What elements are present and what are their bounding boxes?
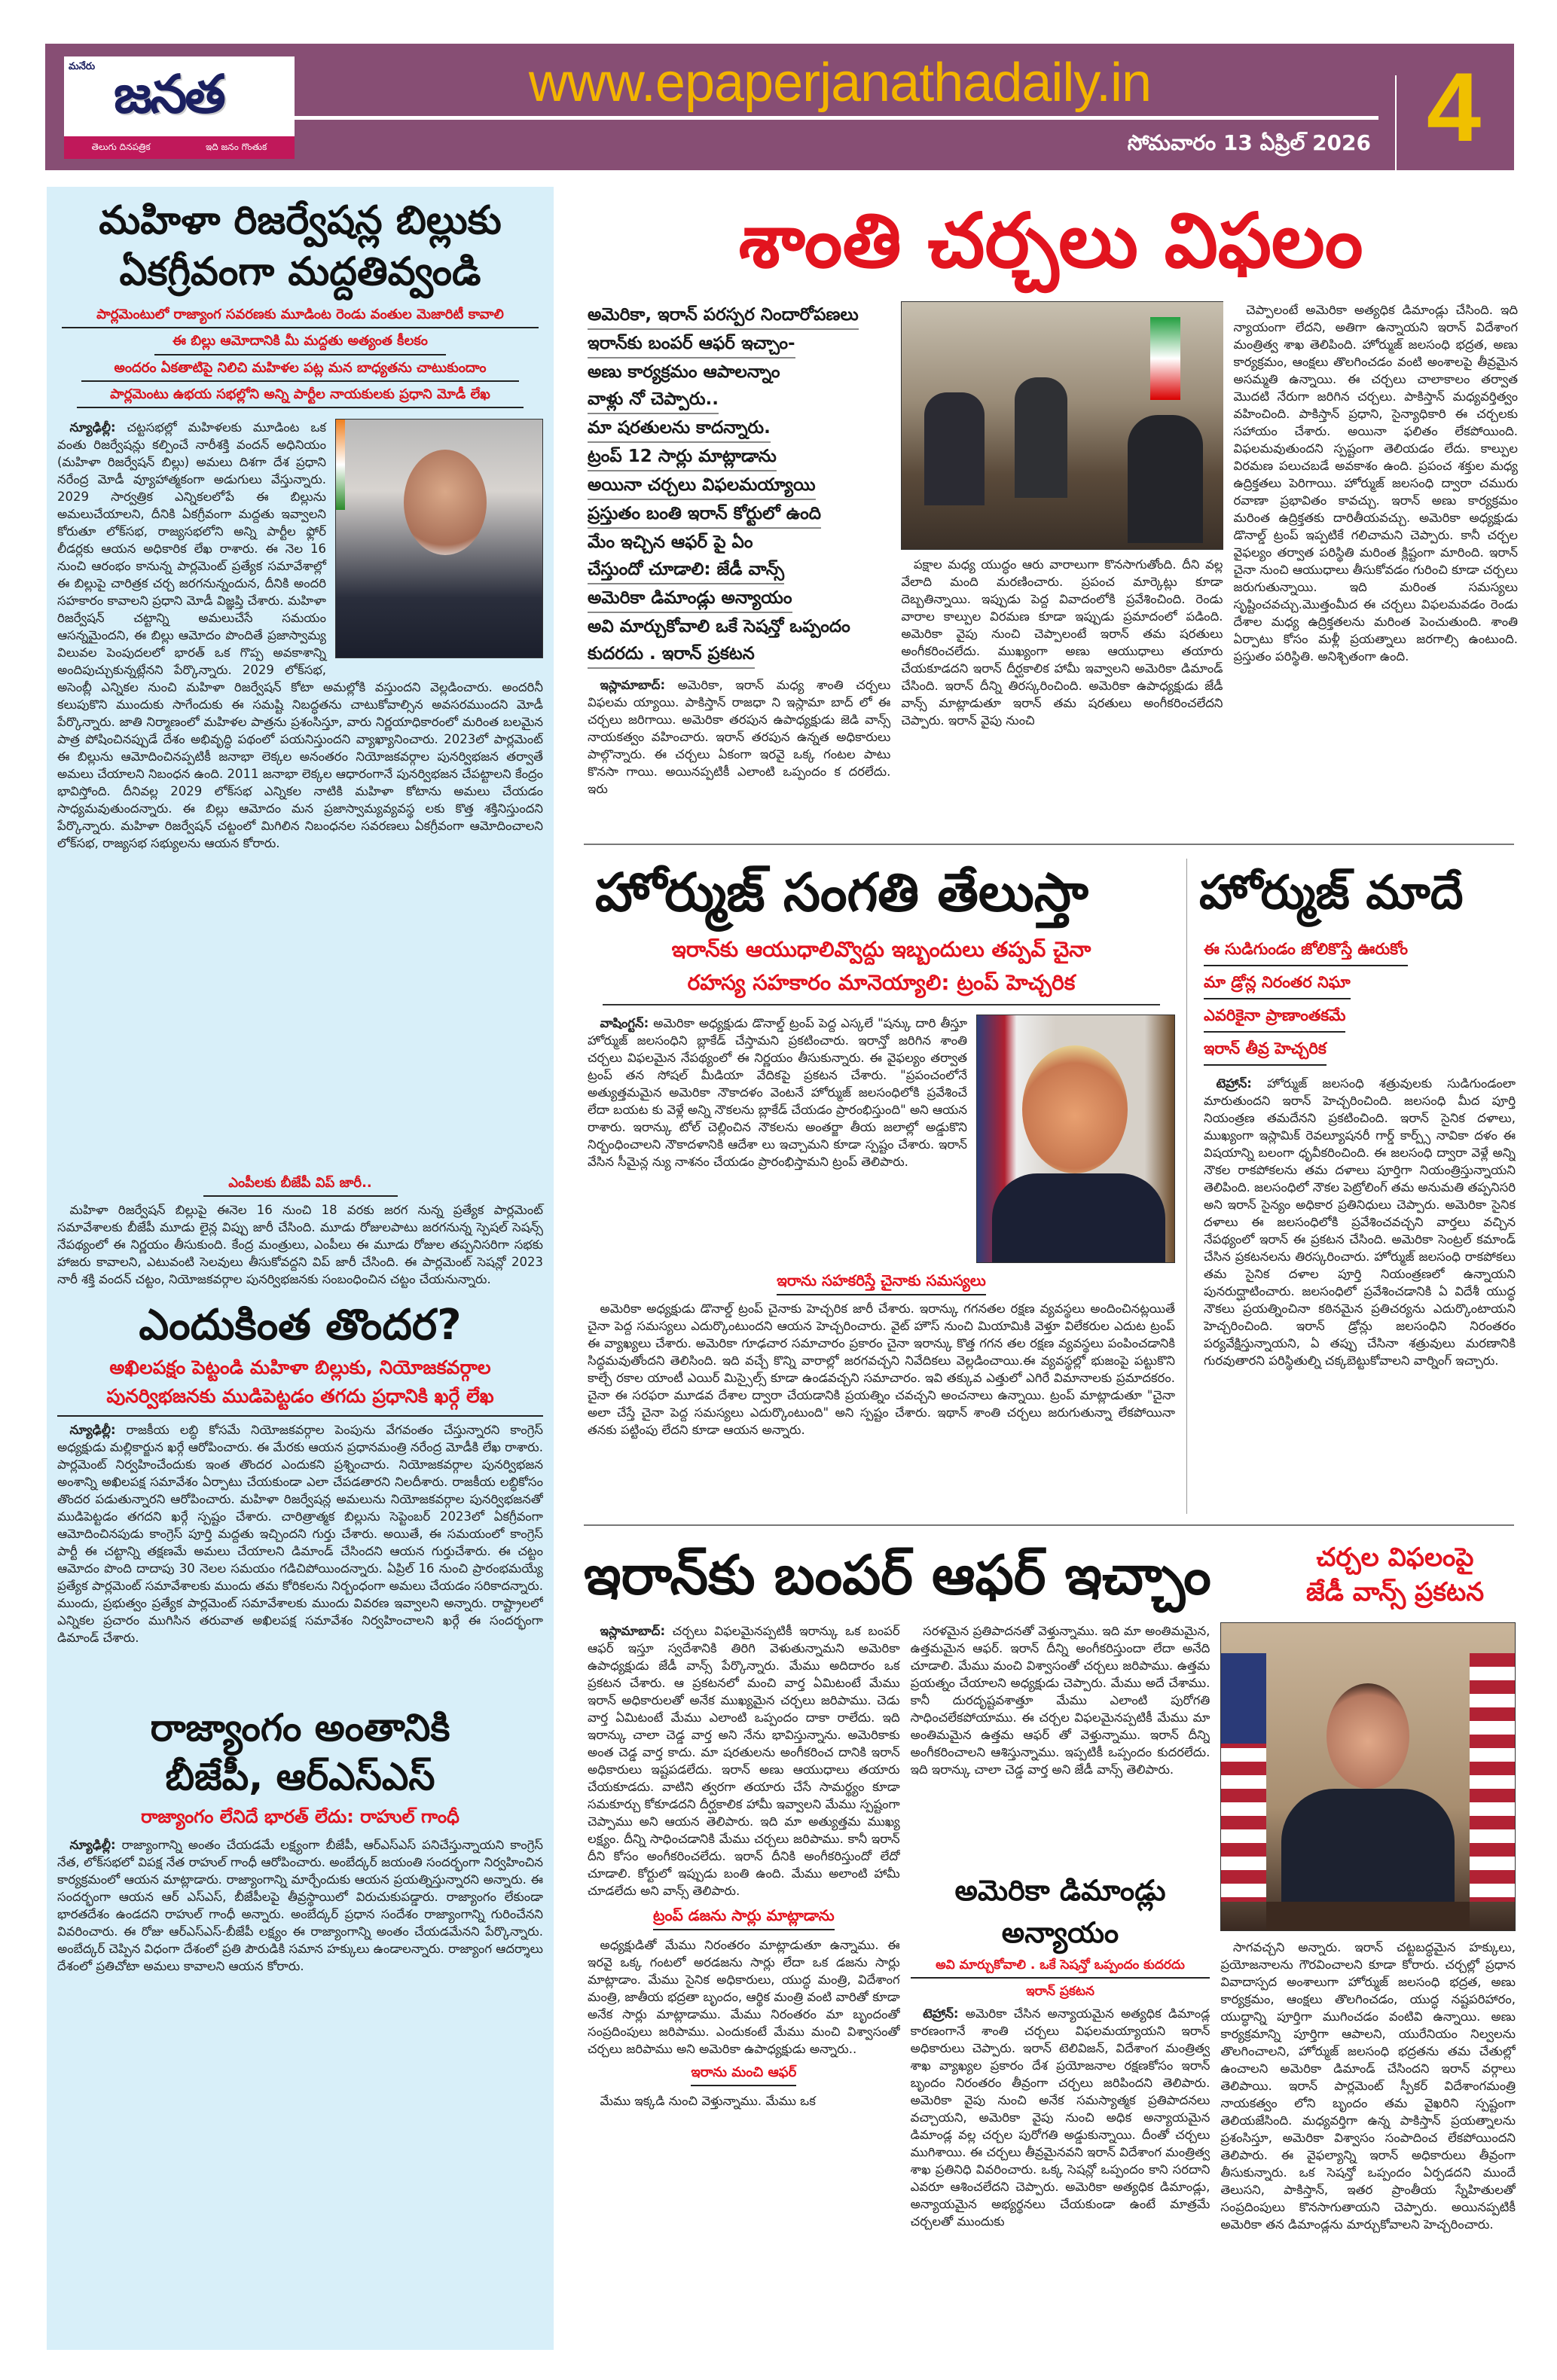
headline-line: బీజేపీ, ఆర్ఎస్ఎస్ [165, 1754, 435, 1799]
masthead [45, 44, 1514, 170]
us-demands-subhead2: ఇరాన్ ప్రకటన [1026, 1983, 1094, 1999]
lead-highlights [588, 301, 890, 669]
left-column-women-reservation [47, 187, 554, 2350]
story1-body-wrap [57, 419, 543, 1164]
dateline: వాషింగ్టన్: [600, 1016, 649, 1030]
lead-body-col3 [1234, 301, 1519, 838]
lead-body-col2 [901, 556, 1223, 838]
kicker-line: మా డ్రోన్ల నిరంతర నిఘా [1204, 966, 1351, 999]
kicker-line: ఇరాన్ తీవ్ర హెచ్చరిక [1204, 1033, 1327, 1066]
hormuz-body [588, 1015, 967, 1263]
lead-headline[interactable]: శాంతి చర్చలు విఫలం [738, 197, 1363, 285]
subhead-line: రహస్య సహకారం మానెయ్యాలి: ట్రంప్ హెచ్చరిక [687, 970, 1076, 995]
highlight-line: మా షరతులను కాదన్నారు. [588, 414, 771, 443]
portrait-face [404, 450, 487, 555]
highlight-line: ప్రస్తుతం బంతి ఇరాన్ కోర్టులో ఉంది [588, 500, 821, 529]
delegate-figure [1015, 377, 1067, 498]
delegate-figure [924, 392, 985, 505]
us-demands-subhead: అవి మార్చుకోవాలి . ఒకే సెషన్తో ఒప్పందం కుదరదు [911, 1957, 1210, 1979]
hormuz-body2 [588, 1300, 1175, 1518]
section-divider [584, 1524, 1514, 1526]
trump-photo [976, 1015, 1175, 1263]
bumper-body-col1 [588, 1622, 900, 2350]
portrait-face [1022, 1045, 1128, 1173]
story1-subhead: అందరం ఏకతాటిపై నిలిచి మహిళల పట్ల మన బాధ్యతను చాటుకుందాం [81, 355, 519, 382]
body-text: అమెరికా అధ్యక్షుడు డొనాల్డ్ ట్రంప్ చైనాకు హెచ్చరిక జారీ చేశారు. ఇరాన్కు గగనతల రక్షణ వ్యవస్థలు అందించినట్లయితే చైనా పెద్ద సమస్యలు ఎదుర్కొంటుందని ఆయన హెచ్చరించారు. వైట్ హౌస్ నుంచి మియామికి వెళ్తూ విలేకరుల ఎదుట ట్రంప్ ఈ వ్యాఖ్యలు చేశారు. అమెరికా గూఢచార సమాచారం ప్రకారం చైనా ఇరాన్కు కొత్త గగన తల రక్షణ వ్యవస్థలు పంపించడానికి సిద్ధమవుతోందని తెలిసింది. ఇది వచ్చే కొన్ని వారాల్లో జరగవచ్చని నివేదికలు వెల్లడించాయి.ఈ వ్యవస్థల్లో భుజంపై పట్టుకొని కాల్చే రకాల యాంటీ ఎయిర్ మిస్సైల్స్ కూడా ఉండవచ్చని సమాచారం. ఇవి తక్కువ ఎత్తులో ఎగిరే విమానాలకు ప్రమాదకరం. చైనా ఈ సరఫరా మూడవ దేశాల ద్వారా చేయడానికి ప్రయత్నిం చవచ్చని అంచనాలు ఉన్నాయి. ట్రంప్ మాట్లాడుతూ "చైనా అలా చేస్తే చైనా పెద్ద సమస్యలు ఎదుర్కొంటుంది" అని స్పష్టం చేశారు. ఇథాన్ శాంతి చర్చలు జరుగుతున్నా లేకపోయినా తనకు పట్టింపు లేదని కూడా ఆయన అన్నారు. [588, 1301, 1175, 1437]
headline-line: మహిళా రిజర్వేషన్ల బిల్లుకు [99, 198, 502, 243]
story2-headline: ఎందుకింత తొందర? [139, 1301, 462, 1350]
portrait-face [1327, 1683, 1409, 1789]
hormuz-ours-story [1199, 855, 1516, 1518]
hormuz-midhead: ఇరాను సహకరిస్తే చైనాకు సమస్యలు [777, 1271, 986, 1295]
dateline: ఇస్లామాబాద్: [600, 1624, 666, 1638]
hormuz-body-row [588, 1015, 1175, 1263]
body-text: పక్షాల మధ్య యుద్ధం ఆరు వారాలుగా కొనసాగుతోంది. దీని వల్ల వేలాది మంది మరణించారు. ప్రపంచ మార్కెట్లు కూడా దెబ్బతిన్నాయి. ఇప్పుడు పెద్ద వివాదంలోకి ప్రవేశించింది. రెండు వారాల కాల్పుల విరమణ కూడా ఇప్పుడు ప్రమాదంలో పడింది. అమెరికా వైపు నుంచి చెప్పాలంటే ఇరాన్ తమ షరతులు అంగీకరించలేదు. ముఖ్యంగా అణు ఆయుధాలు తయారు చేయకూడదని ఇరాన్ దీర్ఘకాలిక హామీ ఇవ్వాలని అమెరికా డిమాండ్ చేసింది. ఇరాన్ దీన్ని తిరస్కరించింది. అమెరికా ఉపాధ్యక్షుడు జేడీ వాన్స్ మాట్లాడుతూ ఇరాన్ తమ షరతులు అంగీకరించలేదని చెప్పారు. ఇరాన్ వైపు నుంచి [901, 557, 1223, 728]
dateline: ఇస్లామాబాద్: [600, 678, 666, 692]
podium [1266, 1902, 1470, 1931]
body-text: చర్చలు విఫలమైనప్పటికీ ఇరాన్కు ఒక బంపర్ ఆఫర్ ఇస్తూ స్వదేశానికి తిరిగి వెళుతున్నామని అమెరికా ఉపాధ్యక్షుడు జేడీ వాన్స్ పేర్కొన్నారు. మేము అదిదారం ఒక ప్రకటన చేశారు. ఆ ప్రకటనలో మంచి వార్త ఏమిటంటే మేము ఇరాన్ అధికారులతో అనేక ముఖ్యమైన చర్చలు జరిపాము. చెడు వార్త ఏమిటంటే మేము ఎలాంటి ఒప్పందం దాకా రాలేదు. ఇది ఇరాన్కు చాలా చెడ్డ వార్త అని నేను భావిస్తున్నాను. అమెరికాకు అంత చెడ్డ వార్త కాదు. మా షరతులను అంగీకరించ దానికి ఇరాన్ అధికారులు ఇష్టపడలేదు. ఇరాన్ అణు ఆయుధాలు తయారు చేయకూడదు. వాటిని త్వరగా తయారు చేసే సామర్థ్యం కూడా సమకూర్చు కోకూడదని దీర్ఘకాలిక హామీ ఇవ్వాలని మేము స్పష్టంగా చెప్పాము అని ఆయన తెలిపారు. ఇది మా అత్యుత్తమ ముఖ్య లక్ష్యం. దీన్ని సాధించడానికి మేము చర్చలు జరిపాము. కానీ ఇరాన్ దీని కోసం అంగీకరించలేదు. ఇరాన్ దీనికి అంగీకరిస్తుందో లేదో చూడాలి. కోర్టులో ఇప్పుడు బంతి ఉంది. మేము అలాంటి హామీ చూడలేదు అని వాన్స్ తెలిపారు. [588, 1624, 900, 1898]
dateline: టెహ్రాన్: [923, 2006, 959, 2021]
page-number: 4 [1426, 52, 1482, 162]
headline-line: ఏకగ్రీవంగా మద్దతివ్వండి [119, 249, 481, 294]
bumper-offer-header [584, 1533, 1516, 1616]
highlight-line: ఇరాన్‌కు బంపర్ ఆఫర్ ఇచ్చాం- [588, 330, 795, 359]
hormuz-midhead-wrap [588, 1271, 1175, 1295]
hormuz-ours-body [1199, 1075, 1516, 1518]
logo-small-text: మనేరు [69, 61, 96, 72]
hormuz-ours-kickers [1199, 933, 1516, 1066]
headline-line: రాజ్యాంగం అంతానికి [150, 1705, 450, 1750]
modi-photo [335, 419, 543, 658]
lead-story [584, 188, 1518, 838]
flag-stripe [336, 420, 345, 510]
hormuz-ours-headline[interactable]: హోర్ముజ్ మాదే [1199, 865, 1464, 920]
body-text: హోర్ముజ్ జలసంధి శత్రువులకు సుడిగుండంలా మారుతుందని ఇరాన్ హెచ్చరించింది. జలసంధి మీద పూర్తి నియంత్రణ తమదేనని ప్రకటించింది. ఇరాన్ సైనిక దళాలు, ముఖ్యంగా ఇస్లామిక్ రెవల్యూషనరీ గార్డ్ కార్ప్స్ నావికా దళం ఈ విషయాన్ని బలంగా ధృవీకరించింది. ఈ జలసంధి ద్వారా వెళ్లే అన్ని నౌకల రాకపోకలను తమ దళాలు పూర్తిగా నియంత్రిస్తున్నాయని తెలిపింది. జలసంధిలో నౌకల పెట్రోలింగ్ తమ అనుమతి తప్పనిసరి అని ఇరాన్ సైన్యం అధికార ప్రతినిధులు చెప్పారు. అమెరికా సైనిక దళాలు ఈ జలసంధిలోకి ప్రవేశించవచ్చని వార్తలు వచ్చిన నేపథ్యంలో ఇరాన్ ఈ ప్రకటన చేసింది. అమెరికా సెంట్రల్ కమాండ్ చేసిన ప్రకటనలను తిరస్కరించారు. హోర్ముజ్ జలసంధి రాకపోకలు తమ సైనిక దళాల పూర్తి నియంత్రణలో ఉన్నాయని పునరుద్ఘాటించారు. జలసంధిలో ప్రవేశించడానికి ఏ విదేశీ యుద్ధ నౌకలు ప్రయత్నించినా కఠినమైన ప్రతిచర్యను ఎదుర్కొంటాయని హెచ్చరించింది. ఇరాన్ డ్రోన్లు జలసంధిని నిరంతరం పర్యవేక్షిస్తున్నాయని, ఏ తప్పు చేసినా శత్రువులు మరణానికి గురవుతారని పరిస్థితుల్ని చక్కబెట్టుకోవాలని వార్నింగ్ ఇచ్చారు. [1204, 1076, 1516, 1368]
body-text: రాజకీయ లబ్ధి కోసమే నియోజకవర్గాల పెంపును వేగవంతం చేస్తున్నారని కాంగ్రెస్ అధ్యక్షుడు మల్లికార్జున ఖర్గే ఆరోపించారు. ఈ మేరకు ఆయన ప్రధానమంత్రి నరేంద్ర మోడీకి లేఖ రాశారు. పార్లమెంట్ నిర్వహించేందుకు ఇంత తొందర ఎందుకని ప్రశ్నించారు. నియోజకవర్గాల పునర్విభజన అంశాన్ని అఖిలపక్ష సమావేశం ఏర్పాటు చేయకుండా ఎలా చేపడతారని నిలదీశారు. రాజకీయ లబ్ధికోసం తొందర పడుతున్నారని ఆరోపించారు. మహిళా రిజర్వేషన్ల అమలును నియోజకవర్గాల పునర్విభజనతో ముడిపెట్టడం తగదని ఖర్గే స్పష్టం చేశారు. చారిత్రాత్మక బిల్లును సెప్టెంబర్ 2023లో ఏకగ్రీవంగా ఆమోదించినపుడు కాంగ్రెస్ పూర్తి మద్దతు ఇచ్చిందని గుర్తు చేశారు. అయితే, ఈ సమయంలో కాంగ్రెస్ పార్టీ ఈ చట్టాన్ని తక్షణమే అమలు చేయాలని డిమాండ్ చేసిందని ఆయన గుర్తుచేశారు. ఈ చట్టం ఆమోదం పొంది దాదాపు 30 నెలల సమయం గడిచిపోయిందన్నారు. ఏప్రిల్ 16 నుంచి ప్రారంభమయ్యే ప్రత్యేక పార్లమెంట్ సమావేశాలకు ముందు తమ కోరికలను నిర్బంధంగా అమలు చేయడం సరికాదన్నారు. ముందు, ప్రభుత్వం ప్రత్యేక పార్లమెంట్ సమావేశాలకు ముందు వివరణ ఇవ్వాలని అన్నారు. రాష్ట్రాలలో ఎన్నికల ప్రచారం ముగిసిన తరువాత అఖిలపక్ష సమావేశం నిర్వహించాలని ఖర్గే ఈ సందర్భంగా డిమాండ్ చేశారు. [57, 1422, 543, 1645]
bumper-offer-story [584, 1533, 1516, 2350]
body-text: మేము ఇక్కడి నుంచి వెళ్తున్నాము. మేము ఒక [600, 2094, 816, 2109]
bumper-offer-kicker [1275, 1540, 1516, 1610]
story2-subhead: అఖిలపక్షం పెట్టండి మహిళా బిల్లుకు, నియోజకవర్గాల పునర్విభజనకు ముడిపెట్టడం తగదు ప్రధానికి ఖర్గే లేఖ [57, 1353, 543, 1417]
highlight-line: కుదరదు . ఇరాన్ ప్రకటన [588, 640, 755, 669]
bumper-mid-stack [911, 1622, 1210, 2350]
masthead-divider [294, 116, 1378, 120]
story2-body [57, 1421, 543, 1681]
dateline: టెహ్రాన్: [1216, 1076, 1252, 1091]
bumper-midhead-wrap [588, 2064, 900, 2086]
lead-left-stack [588, 301, 890, 838]
us-demands-body [911, 2005, 1210, 2350]
story3-body [57, 1836, 543, 2341]
us-flag-canton [1221, 1653, 1266, 1744]
story1-subhead: ఈ బిల్లు ఆమోదానికి మీ మద్దతు అత్యంత కీలకం [154, 328, 446, 355]
vance-photo [1220, 1622, 1516, 1931]
bumper-body-col3 [1220, 1939, 1516, 2350]
body-text: చెప్పాలంటే అమెరికా అత్యధిక డిమాండ్లు చేసింది. ఇది న్యాయంగా లేదని, అతిగా ఉన్నాయని ఇరాన్ విదేశాంగ మంత్రిత్వ శాఖ తెలిపింది. హోర్ముజ్ జలసంధి భద్రత, అణు కార్యక్రమం, ఆంక్షలు తొలగించడం వంటి అంశాలపై తీవ్రమైన అసమ్మతి ఉన్నాయి. ఈ చర్చలు చాలాకాలం తర్వాత మొదటి నేరుగా జరిగిన చర్చలు. పాకిస్తాన్ మధ్యవర్తిత్వం వహించింది. పాకిస్తాన్ ప్రధాని, సైన్యాధికారి ఈ చర్చలకు సహాయం చేశారు. అయినా ఫలితం లేకపోయింది. విఫలమవుతుందని స్పష్టంగా తెలియడం లేదు. కాల్పుల విరమణ పలుచబడే అవకాశం ఉంది. ప్రపంచ శక్తుల మధ్య ఉద్రిక్తతలు పెరిగాయి. హోర్ముజ్ జలసంధి ద్వారా చమురు రవాణా ప్రభావితం కావచ్చు. ఇరాన్ అణు కార్యక్రమం మరింత ఉద్రిక్తతకు దారితీయవచ్చు. అమెరికా అధ్యక్షుడు డొనాల్డ్ ట్రంప్ ఇప్పటికే గలిచామని చెప్పారు. కానీ చర్చల వైఫల్యం తర్వాత పరిస్థితి మరింత క్లిష్టంగా మారింది. ఇరాన్ చైనా నుంచి ఆయుధాలు తీసుకోవడం గురించి కూడా చర్చలు జరుగుతున్నాయి. ఇది మరింత సమస్యలు సృష్టించవచ్చు.మొత్తంమీద ఈ చర్చలు విఫలమవడం రెండు దేశాల మధ్య ఉద్రిక్తతలను మరింత పెంచుతుంది. శాంతి ఏర్పాటు కోసం మళ్లీ ప్రయత్నాలు జరగాల్సి ఉంటుంది. ప్రస్తుతం పరిస్థితి. అనిశ్చితంగా ఉంది. [1233, 303, 1518, 664]
body-text: అమెరికా చేసిన అన్యాయమైన అత్యధిక డిమాండ్ల కారణంగానే శాంతి చర్చలు విఫలమయ్యాయని ఇరాన్ అధికారులు చెప్పారు. ఇరాన్ టెలివిజన్, విదేశాంగ మంత్రిత్వ శాఖ వ్యాఖ్యల ప్రకారం దేశ ప్రయోజనాల రక్షణకోసం ఇరాన్ బృందం నిరంతరం తీవ్రంగా చర్చలు జరిపిందని తెలిపారు. అమెరికా వైపు నుంచి అనేక సమస్యాత్మక ప్రతిపాదనలు వచ్చాయని, అమెరికా వైపు నుంచి అధిక అన్యాయమైన డిమాండ్ల వల్ల చర్చల పురోగతి అడ్డుకున్నాయి. దీంతో చర్చలు ముగిశాయి. ఈ చర్చలు తీవ్రమైనవని ఇరాన్ విదేశాంగ మంత్రిత్వ శాఖ ప్రతినిధి వివరించారు. ఒక్క సెషన్లో ఒప్పందం కాని సరదాని ఎవరూ ఆశించలేదని చెప్పారు. అమెరికా అత్యధిక డిమాండ్లు, అన్యాయమైన అభ్యర్థనలు చేయకుండా ఉంటే మాత్రమే చర్చలతో ముందుకు [910, 2006, 1210, 2229]
body-text: అమెరికా, ఇరాన్ మధ్య శాంతి చర్చలు విఫలమ య్యాయి. పాకిస్తాన్ రాజధా ని ఇస్లామా బాద్ లో ఈ చర్చలు జరిగాయి. అమెరికా తరపున ఉపాధ్యక్షుడు జెడి వాన్స్ నాయకత్వం వహించారు. ఇరాన్ తరపున ఉన్నత అధికారులు పాల్గొన్నారు. ఈ చర్చలు ఏకంగా ఇరవై ఒక్క గంటల పాటు కొనసా గాయి. అయినప్పటికీ ఎలాంటి ఒప్పందం క దరలేదు. ఇరు [588, 678, 891, 796]
highlight-line: అయినా చర్చలు విఫలమయ్యాయి [588, 471, 816, 500]
highlight-line: మేం ఇచ్చిన ఆఫర్ పై ఏం [588, 532, 753, 552]
body-text: అమెరికా అధ్యక్షుడు డొనాల్డ్ ట్రంప్ పెద్ద ఎస్కలే "షన్కు దారి తీస్తూ హోర్ముజ్ జలసంధిని బ్లాకేడ్ చేస్తామని ప్రకటించారు. ఇరాన్తో జరిగిన శాంతి చర్చలు విఫలమైన నేపథ్యంలో ఈ నిర్ణయం తీసుకున్నారు. ఈ వైఫల్యం తర్వాత ట్రంప్ తన సోషల్ మీడియా వేదికపై ప్రకటన చేశారు. "ప్రపంచంలోనే అత్యుత్తమమైన అమెరికా నౌకాదళం వెంటనే హోర్ముజ్ జలసంధిలోకి ప్రవేశించే లేదా బయట కు వెళ్లే అన్ని నౌకలను బ్లాకేడ్ చేయడం ప్రారంభిస్తుంది" అని ఆయన రాశారు. ఇరాన్కు టోల్ చెల్లించిన నౌకలను అంతర్జా తీయ జలాల్లో అడ్డుకొని నిర్బంధించాలని నౌకాదళానికి ఆదేశా లు ఇచ్చామని కూడా స్పష్టం చేశారు. ఇరాన్ వేసిన సీమైన్ల న్యు నాశనం చేయడం ప్రారంభిస్తామని ట్రంప్ తెలిపారు. [588, 1016, 967, 1169]
logo-tag-right: ఇది జనం గొంతుక [205, 141, 267, 152]
highlight-line: ట్రంప్ 12 సార్లు మాట్లాడాను [588, 443, 777, 471]
hormuz-headline[interactable]: హోర్ముజ్ సంగతి తేలుస్తా [595, 862, 1088, 923]
dateline: న్యూఢిల్లీ: [69, 1422, 116, 1437]
bumper-offer-headline[interactable]: ఇరాన్‌కు బంపర్ ఆఫర్ ఇచ్చాం [584, 1543, 1211, 1606]
story1-midhead: ఎంపీలకు బీజేపీ విప్ జారీ.. [203, 1170, 398, 1197]
section-divider [584, 844, 1514, 845]
highlight-line: అమెరికా డిమాండ్లు అన్యాయం [588, 584, 792, 613]
column-rule [1186, 859, 1187, 1514]
kicker-line: జేడీ వాన్స్ ప్రకటన [1305, 1577, 1485, 1607]
hormuz-story [588, 855, 1175, 1518]
story3-headline [57, 1704, 543, 1802]
bumper-right-stack [1220, 1622, 1516, 2350]
bumper-columns [584, 1622, 1516, 2350]
story1-body2 [57, 1201, 543, 1288]
highlight-line: అణు కార్యక్రమం ఆపాలన్నాం [588, 362, 780, 382]
bumper-midhead-wrap [588, 1906, 900, 1930]
delegate-figure [1128, 415, 1203, 543]
headline-line: అమెరికా డిమాండ్లు [954, 1874, 1166, 1907]
logo-tag-left: తెలుగు దినపత్రిక [91, 141, 151, 152]
headline-line: అన్యాయం [1001, 1916, 1119, 1949]
story1-subhead: పార్లమెంటులో రాజ్యాంగ సవరణకు మూడింట రెండు వంతుల మెజారిటీ కావాలి [62, 302, 538, 328]
story1-headline [57, 196, 543, 298]
lead-mid-stack [901, 301, 1223, 838]
body-text: అధ్యక్షుడితో మేము నిరంతరం మాట్లాడుతూ ఉన్నాము. ఈ ఇరవై ఒక్క గంటలో అరడజను సార్లు లేదా ఒక డజను సార్లు మాట్లాడాం. మేము సైనిక అధికారులు, యుద్ధ మంత్రి, విదేశాంగ మంత్రి, జాతీయ భద్రతా బృందం, ఆర్థిక మంత్రి వంటి వారితో కూడా అనేక సార్లు మాట్లాడాము. మేము నిరంతరం మా బృందంతో సంప్రదింపులు జరిపాము. ఎందుకంటే మేము మంచి విశ్వాసంతో చర్చలు జరిపాము అని అమెరికా ఉపాధ్యక్షుడు అన్నారు.. [588, 1938, 900, 2056]
story3-subhead: రాజ్యాంగం లేనిదే భారత్ లేదు: రాహుల్ గాంధీ [141, 1805, 459, 1827]
lead-columns [584, 301, 1518, 838]
masthead-separator [1395, 75, 1397, 170]
kicker-line: ఈ సుడిగుండం జోలికొస్తే ఊరుకోం [1204, 933, 1408, 966]
highlight-line: చేస్తుందో చూడాలి: జేడీ వాన్స్ [588, 556, 784, 584]
body-text: చట్టసభల్లో మహిళలకు మూడింట ఒక వంతు రిజర్వేషన్లు కల్పించే నారీశక్తి వందన్ అధినియం (మహిళా రిజర్వేషన్ బిల్లు) అమలు దిశగా దేశ ప్రధాని నరేంద్ర మోడీ వ్యూహాత్మకంగా అడుగులు వేస్తున్నారు. 2029 సార్వత్రిక ఎన్నికలలోపే ఈ బిల్లును అమలుచేయాలని, దీనికి ఏకగ్రీవంగా మద్దతు ఇవ్వాలని కోరుతూ లోక్‌సభ, రాజ్యసభలోని అన్ని పార్టీల ఫ్లోర్ లీడర్లకు ఆయన అధికారిక లేఖ రాశారు. ఈ నెల 16 నుంచి ఆరంభం కానున్న పార్లమెంట్ ప్రత్యేక సమావేశాల్లో ఈ బిల్లుపై చారిత్రక చర్చ జరగనున్నందున, దీనికి అందరి సహకారం కావాలని ప్రధాని మోడీ విజ్ఞప్తి చేశారు. మహిళా రిజర్వేషన్ చట్టాన్ని అమలుచేసే సమయం ఆసన్నమైందని, ఈ బిల్లు ఆమోదం పొందితే ప్రజాస్వామ్య విలువల పెంపుదలలో భారత్ ఒక గొప్ప అవకాశాన్ని అందిపుచ్చుకున్నట్లేనని పేర్కొన్నారు. 2029 లోక్‌సభ, అసెంబ్లీ ఎన్నికల నుంచి మహిళా రిజర్వేషన్ కోటా అమల్లోకి వస్తుందని వెల్లడించారు. అందరినీ కలుపుకొని ముందుకు సాగేందుకు ఈ సమష్టి నిబద్ధతను చాటుకోవాల్సిన అవసరముందని మోడీ పేర్కొన్నారు. జాతి నిర్మాణంలో మహిళల పాత్రను ప్రశంసిస్తూ, వారు నిర్ణయాధికారంలో మరింత బలమైన పాత్ర పోషించినప్పుడే దేశం అభివృద్ధి పథంలో పయనిస్తుందని వ్యాఖ్యానించారు. 2023లో పార్లమెంట్ ఈ బిల్లును ఆమోదించినప్పటికీ జనాభా లెక్కల అనంతరం నియోజకవర్గాల పునర్విభజన తర్వాతే అమలు చేయాలని నిబంధన ఉంది. 2011 జనాభా లెక్కల ఆధారంగానే పునర్విభజన చేపట్టాలని కేంద్రం భావిస్తోంది. దీనివల్ల 2029 లోక్‌సభ ఎన్నికల నాటికి మహిళా కోటాను అమలు చేయడం సాధ్యమవుతుందన్నారు. ఈ బిల్లు ఆమోదం మన ప్రజాస్వామ్యవ్యవస్థ లకు కొత్త శక్తినిస్తుందని పేర్కొన్నారు. మహిళా రిజర్వేషన్ చట్టంలో మిగిలిన నిబంధనల సవరణలు ఏకగ్రీవంగా ఆమోదించాలని లోక్‌సభ, రాజ్యసభ సభ్యులను ఆయన కోరారు. [57, 420, 543, 850]
kicker-line: చర్చల విఫలంపై [1316, 1542, 1474, 1573]
bumper-midhead: ఇరాను మంచి ఆఫర్ [691, 2064, 796, 2086]
story1-subhead: పార్లమెంటు ఉభయ సభల్లోని అన్ని పార్టీల నాయకులకు ప్రధాని మోడీ లేఖ [77, 382, 524, 408]
body-text: రాజ్యాంగాన్ని అంతం చేయడమే లక్ష్యంగా బీజేపీ, ఆర్ఎస్ఎస్ పనిచేస్తున్నాయని కాంగ్రెస్ నేత, లోక్‌సభలో విపక్ష నేత రాహుల్ గాంధీ ఆరోపించారు. అంబేద్కర్ జయంతి సందర్భంగా నిర్వహించిన కార్యక్రమంలో ఆయన మాట్లాడారు. రాజ్యాంగాన్ని మార్చేందుకు ఆయన ప్రయత్నిస్తున్నారని అన్నారు. ఈ సందర్భంగా ఆయన ఆర్ ఎస్ఎస్, బీజేపీలపై తీవ్రస్థాయిలో విరుచుకుపడ్డారు. రాజ్యాంగం లేకుండా భారతదేశం ఉండదని రాహుల్ గాంధీ అన్నారు. అంబేద్కర్ ప్రధాన సందేశం రాజ్యాంగాన్ని గురించేనని వివరించారు. ఈ రోజు ఆర్ఎస్ఎస్-బీజేపీ లక్ష్యం ఈ రాజ్యాంగాన్ని అంతం చేయడమేనని పేర్కొన్నారు. అంబేద్కర్ చెప్పిన విధంగా దేశంలో ప్రతి పౌరుడికి సమాన హక్కులు ఉండాలన్నారు. రాజ్యాంగ ఆదర్శాలు దేశంలో ప్రతిచోటా అమలు కావాలని ఆయన కోరారు. [57, 1838, 543, 1974]
logo-tagline-bar [64, 136, 295, 159]
subhead-line: ఇరాన్‌కు ఆయుధాలివ్వొద్దు ఇబ్బందులు తప్పవ్ చైనా [671, 937, 1091, 962]
body-text: మహిళా రిజర్వేషన్ బిల్లుపై ఈనెల 16 నుంచి 18 వరకు జరగ నున్న ప్రత్యేక పార్లమెంట్ సమావేశాలకు బీజేపీ మూడు లైన్ల విప్పు జారీ చేసింది. మూడు రోజులపాటు జరగనున్న స్పెషల్ సెషన్స్ నేపథ్యంలో ఈ నిర్ణయం తీసుకుంది. కేంద్ర మంత్రులు, ఎంపీలు ఈ మూడు రోజుల తప్పనిసరిగా సభకు హాజరు కావాలని, ఎటువంటి సెలవులు తీసుకోవద్దని విప్ జారీ చేసింది. ఈ పార్లమెంట్ సెషన్లో 2023 నారీ శక్తి వందన్ చట్టం, నియోజకవర్గాల పునర్విభజనకు సంబంధించిన చట్టం చేయనున్నారు. [57, 1203, 543, 1287]
highlight-line: అమెరికా, ఇరాన్ పరస్పర నిందారోపణలు [588, 301, 859, 330]
highlight-line: వాళ్లు నో చెప్పారు.. [588, 386, 719, 414]
issue-date: సోమవారం 13 ఏప్రిల్ 2026 [1127, 130, 1371, 155]
portrait-suit [992, 1173, 1165, 1263]
logo-title: జనత [114, 63, 224, 125]
bumper-body-col2 [911, 1622, 1210, 1865]
highlight-line: అవి మార్చుకోవాలి ఒకే సెషన్తో ఒప్పందం [588, 617, 850, 636]
iran-flag [1150, 317, 1180, 400]
us-flag [1470, 1653, 1515, 1902]
kicker-line: ఎవరికైనా ప్రాణాంతకమే [1204, 999, 1345, 1033]
body-text: సాగవచ్చని అన్నారు. ఇరాన్ చట్టబద్ధమైన హక్కులు, ప్రయోజనాలను గౌరవించాలని కూడా కోరారు. చర్చల్లో ప్రధాన వివాదాస్పద అంశాలుగా హోర్ముజ్ జలసంధి భద్రత, అణు కార్యక్రమం, ఆంక్షలు తొలగించడం, యుద్ధ నష్టపరిహారం, యుద్ధాన్ని పూర్తిగా ముగించడం వంటివి ఉన్నాయి. అణు కార్యక్రమాన్ని పూర్తిగా ఆపాలని, యురేనియం నిల్వలను తొలగించాలని, హోర్ముజ్ జలసంధి భద్రతను తమ చేతుల్లో ఉంచాలని అమెరికా డిమాండ్ చేసిందని ఇరాన్ వర్గాలు తెలిపాయి. ఇరాన్ పార్లమెంట్ స్పీకర్ విదేశాంగమంత్రి నాయకత్వం లోని బృందం తమ వైఖరిని స్పష్టంగా తెలియజేసింది. మధ్యవర్తిగా ఉన్న పాకిస్తాన్ ప్రయత్నాలను ప్రశంసిస్తూ, అమెరికా విశ్వాసం సంపాదించ లేకపోయిందని తెలిపారు. ఈ వైఫల్యాన్ని ఇరాన్ అధికారులు తీవ్రంగా తీసుకున్నారు. ఒక సెషన్తో ఒప్పందం ఏర్పడదని ముందే తెలుసని, పాకిస్తాన్, ఇతర ప్రాంతీయ స్నేహితులతో సంప్రదింపులు కొనసాగుతాయని చెప్పారు. అయినప్పటికీ అమెరికా తన డిమాండ్లను మార్చుకోవాలని హెచ్చరించారు. [1220, 1940, 1516, 2232]
dateline: న్యూఢిల్లీ: [69, 420, 116, 435]
newspaper-logo[interactable] [64, 56, 295, 159]
body-text: సరళమైన ప్రతిపాదనతో వెళ్తున్నాము. ఇది మా అంతిమమైన, ఉత్తమమైన ఆఫర్. ఇరాన్ దీన్ని అంగీకరిస్తుందా లేదా అనేది చూడాలి. మేము మంచి విశ్వాసంతో చర్చలు జరిపాము. ఉత్తమ ప్రయత్నం చేయాలని అధ్యక్షుడు చెప్పారు. మేము అదే చేశాము. కానీ దురదృష్టవశాత్తూ మేము ఎలాంటి పురోగతి సాధించలేకపోయాము. ఈ చర్చల విఫలమైనప్పటికీ మేము మా అంతిమమైన ఉత్తమ ఆఫర్ తో వెళ్తున్నాము. ఇరాన్ దీన్ని అంగీకరించాలని ఆశిస్తున్నాము. ఇప్పటికీ ఒప్పందం కుదరలేదు. ఇది ఇరాన్కు చాలా చెడ్డ వార్త అని జేడీ వాన్స్ తెలిపారు. [910, 1624, 1210, 1777]
dateline: న్యూఢిల్లీ: [69, 1838, 116, 1853]
talks-meeting-photo [901, 301, 1223, 550]
hormuz-subheads [603, 933, 1160, 1005]
website-url[interactable]: www.epaperjanathadaily.in [528, 53, 1152, 113]
lead-body-col1 [588, 676, 890, 838]
bumper-midhead: ట్రంప్ డజను సార్లు మాట్లాడాను [653, 1906, 835, 1930]
us-demands-headline [911, 1869, 1210, 1954]
